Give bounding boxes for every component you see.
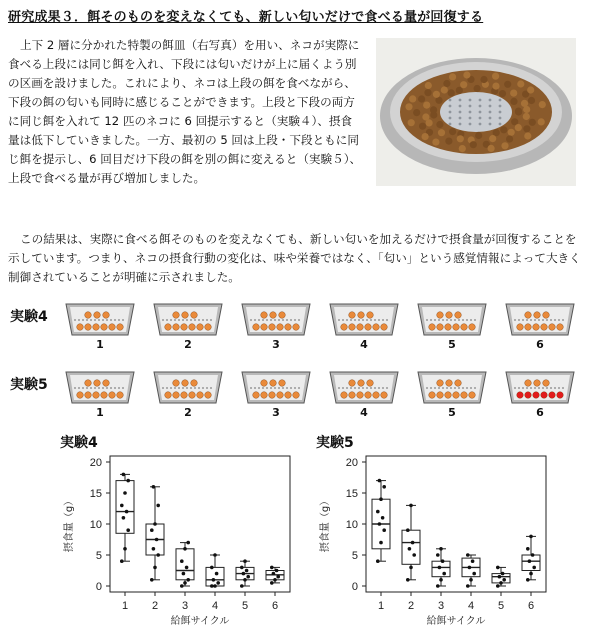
data-point: [409, 566, 413, 570]
data-point: [406, 528, 410, 532]
cycle-number: 1: [96, 406, 104, 419]
y-tick-label: 5: [95, 550, 102, 562]
data-point: [126, 528, 130, 532]
data-point: [436, 584, 440, 588]
data-point: [153, 566, 157, 570]
data-point: [152, 547, 156, 551]
data-point: [246, 575, 250, 579]
plot-frame: [366, 456, 546, 592]
data-point: [412, 553, 416, 557]
bowl-diagram: [328, 302, 400, 336]
data-point: [466, 584, 470, 588]
bowl-photo: [376, 38, 576, 186]
data-point: [213, 584, 217, 588]
data-point: [471, 559, 475, 563]
cycle-number: 6: [536, 406, 544, 419]
cycle-number: 5: [448, 406, 456, 419]
data-point: [240, 584, 244, 588]
data-point: [379, 541, 383, 545]
data-point: [270, 581, 274, 585]
data-point: [183, 581, 187, 585]
data-point: [182, 572, 186, 576]
x-tick-label: 1: [377, 600, 385, 612]
bowl-diagram: [328, 370, 400, 404]
data-point: [466, 553, 470, 557]
data-point: [210, 584, 214, 588]
x-tick-label: 2: [151, 600, 159, 612]
bowl-diagram: [504, 370, 576, 404]
section-title: 研究成果３．餌そのものを変えなくても、新しい匂いだけで食べる量が回復する: [8, 10, 484, 25]
data-point: [215, 572, 219, 576]
data-point: [472, 572, 476, 576]
data-point: [155, 538, 159, 542]
data-point: [378, 522, 382, 526]
data-point: [496, 584, 500, 588]
bowl-diagram: [152, 302, 224, 336]
data-point: [210, 566, 214, 570]
cycle-number: 1: [96, 338, 104, 351]
data-point: [502, 578, 506, 582]
bowl-diagram: [416, 370, 488, 404]
data-point: [528, 559, 532, 563]
exp5-label: 実験5: [10, 377, 48, 393]
cycle-number: 3: [272, 338, 280, 351]
x-tick-label: 6: [271, 600, 279, 612]
bowl-diagram: [416, 302, 488, 336]
x-tick-label: 4: [211, 600, 219, 612]
y-tick-label: 20: [345, 457, 358, 469]
data-point: [276, 575, 280, 579]
x-axis-label: 給餌サイクル: [426, 616, 486, 627]
data-point: [186, 541, 190, 545]
data-point: [242, 572, 246, 576]
data-point: [122, 473, 126, 477]
data-point: [122, 516, 126, 520]
box: [432, 561, 450, 577]
cycle-number: 5: [448, 338, 456, 351]
cycle-number: 4: [360, 338, 368, 351]
x-tick-label: 6: [527, 600, 535, 612]
data-point: [529, 535, 533, 539]
x-tick-label: 1: [121, 600, 129, 612]
data-point: [376, 510, 380, 514]
data-point: [150, 528, 154, 532]
data-point: [496, 566, 500, 570]
y-tick-label: 15: [345, 488, 358, 500]
data-point: [270, 566, 274, 570]
data-point: [408, 547, 412, 551]
data-point: [379, 497, 383, 501]
x-tick-label: 3: [437, 600, 445, 612]
data-point: [120, 504, 124, 508]
data-point: [156, 504, 160, 508]
data-point: [126, 479, 130, 483]
data-point: [212, 578, 216, 582]
data-point: [152, 485, 156, 489]
data-point: [438, 566, 442, 570]
data-point: [150, 578, 154, 582]
x-tick-label: 3: [181, 600, 189, 612]
data-point: [273, 578, 277, 582]
data-point: [123, 547, 127, 551]
body-paragraph-2: この結果は、実際に食べる餌そのものを変えなくても、新しい匂いを加えるだけで摂食量が回復することを示しています。つまり、ネコの摂食行動の変化は、味や栄養ではなく、「匂い」という感覚情報によって大きく制御されていることが明確に示されました。: [8, 232, 581, 284]
x-tick-label: 5: [497, 600, 505, 612]
data-point: [468, 566, 472, 570]
plot-frame: [110, 456, 290, 592]
box: [116, 481, 134, 534]
data-point: [532, 566, 536, 570]
box: [176, 549, 194, 580]
data-point: [409, 504, 413, 508]
exp4-bowl-row: [64, 302, 584, 350]
data-point: [378, 479, 382, 483]
exp4-label: 実験4: [10, 309, 48, 325]
bowl-diagram: [240, 302, 312, 336]
y-tick-label: 15: [89, 488, 102, 500]
y-tick-label: 10: [89, 519, 102, 531]
box: [402, 530, 420, 564]
data-point: [240, 566, 244, 570]
cycle-number: 6: [536, 338, 544, 351]
bowl-diagram: [240, 370, 312, 404]
data-point: [381, 516, 385, 520]
data-point: [441, 559, 445, 563]
x-tick-label: 2: [407, 600, 415, 612]
y-tick-label: 0: [95, 581, 102, 593]
data-point: [501, 572, 505, 576]
data-point: [213, 553, 217, 557]
bowl-diagram: [152, 370, 224, 404]
data-point: [185, 566, 189, 570]
data-point: [180, 584, 184, 588]
data-point: [123, 491, 127, 495]
exp5-bowl-row: [64, 370, 584, 418]
data-point: [498, 575, 502, 579]
cycle-number: 2: [184, 406, 192, 419]
data-point: [376, 559, 380, 563]
data-point: [186, 578, 190, 582]
y-axis-label: 摂食量（g）: [320, 495, 331, 553]
y-axis-label: 摂食量（g）: [64, 495, 75, 553]
cycle-number: 4: [360, 406, 368, 419]
data-point: [526, 547, 530, 551]
data-point: [125, 510, 129, 514]
data-point: [469, 578, 473, 582]
data-point: [183, 547, 187, 551]
bowl-diagram: [504, 302, 576, 336]
exp5-boxplot: [286, 452, 576, 627]
data-point: [243, 559, 247, 563]
box: [522, 555, 540, 571]
data-point: [382, 485, 386, 489]
data-point: [529, 572, 533, 576]
box: [206, 567, 224, 586]
y-tick-label: 0: [351, 581, 358, 593]
bowl-diagram: [64, 302, 136, 336]
data-point: [245, 569, 249, 573]
data-point: [439, 578, 443, 582]
x-tick-label: 5: [241, 600, 249, 612]
x-tick-label: 4: [467, 600, 475, 612]
body-paragraph-1: 上下 2 層に分かれた特製の餌皿（右写真）を用い、ネコが実際に食べる上段には同じ餌を入れ、下段には匂いだけが上に届くよう別の区画を設けました。これにより、ネコは上段の餌を食べながら、下段の餌の匂いも同時に感じることができます。上段と下段の両方に同じ餌を入れて 12 匹のネコに 6 回提示すると（実験４）、摂食量は低下していきました。一方、最初の 5 回は上段・下段ともに同じ餌を提示し、6 回目だけ下段の餌を別の餌に変えると（実験５）、上段で食べる量が再び増加しました。: [8, 38, 362, 185]
x-axis-label: 給餌サイクル: [170, 616, 230, 627]
data-point: [439, 547, 443, 551]
data-point: [442, 572, 446, 576]
data-point: [531, 553, 535, 557]
y-tick-label: 10: [345, 519, 358, 531]
data-point: [382, 528, 386, 532]
data-point: [411, 541, 415, 545]
y-tick-label: 20: [89, 457, 102, 469]
chart4-title: 実験4: [60, 435, 98, 451]
chart5-title: 実験5: [316, 435, 354, 451]
bowl-diagram: [64, 370, 136, 404]
data-point: [243, 578, 247, 582]
data-point: [153, 522, 157, 526]
data-point: [216, 581, 220, 585]
data-point: [499, 581, 503, 585]
data-point: [272, 572, 276, 576]
data-point: [120, 559, 124, 563]
data-point: [180, 559, 184, 563]
data-point: [526, 578, 530, 582]
cycle-number: 3: [272, 406, 280, 419]
data-point: [156, 553, 160, 557]
data-point: [406, 578, 410, 582]
exp4-boxplot: [30, 452, 300, 627]
data-point: [275, 569, 279, 573]
cycle-number: 2: [184, 338, 192, 351]
data-point: [436, 553, 440, 557]
y-tick-label: 5: [351, 550, 358, 562]
